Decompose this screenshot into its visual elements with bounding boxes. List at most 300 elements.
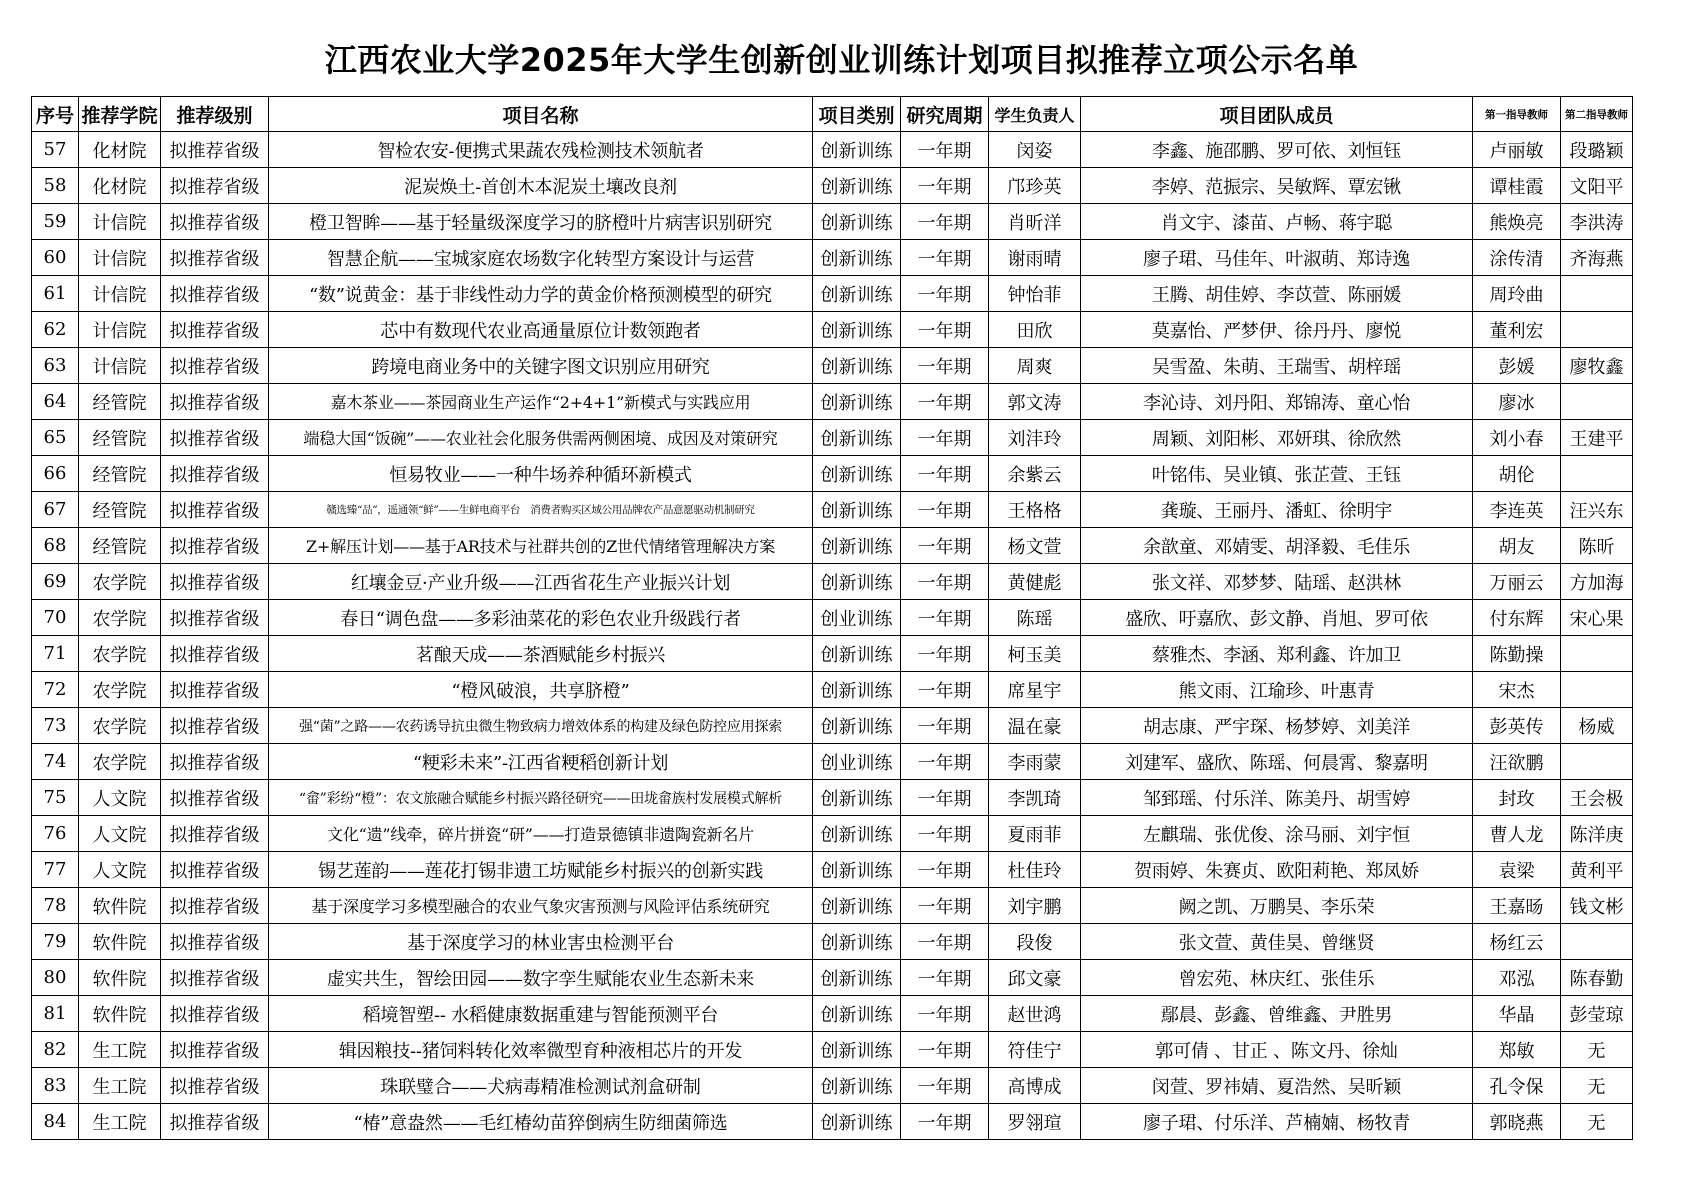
cell-team: 蔡雅杰、李涵、郑利鑫、许加卫 bbox=[1081, 636, 1473, 672]
cell-category: 创新训练 bbox=[813, 456, 901, 492]
cell-period: 一年期 bbox=[901, 312, 989, 348]
cell-level: 拟推荐省级 bbox=[161, 420, 269, 456]
cell-advisor-1: 涂传清 bbox=[1473, 240, 1561, 276]
cell-college: 经管院 bbox=[79, 456, 161, 492]
cell-advisor-2 bbox=[1561, 672, 1633, 708]
cell-seq: 83 bbox=[32, 1068, 79, 1104]
cell-leader: 陈瑶 bbox=[989, 600, 1081, 636]
cell-project-name: 辑因粮技--猪饲料转化效率微型育种液相芯片的开发 bbox=[269, 1032, 813, 1068]
cell-team: 李婷、范振宗、吴敏辉、覃宏锹 bbox=[1081, 168, 1473, 204]
cell-project-name: 跨境电商业务中的关键字图文识别应用研究 bbox=[269, 348, 813, 384]
cell-project-name: 珠联璧合——犬病毒精准检测试剂盒研制 bbox=[269, 1068, 813, 1104]
cell-advisor-1: 袁梁 bbox=[1473, 852, 1561, 888]
cell-advisor-1: 郑敏 bbox=[1473, 1032, 1561, 1068]
cell-advisor-2 bbox=[1561, 456, 1633, 492]
cell-level: 拟推荐省级 bbox=[161, 564, 269, 600]
table-row bbox=[32, 276, 1633, 312]
cell-advisor-2: 王会极 bbox=[1561, 780, 1633, 816]
cell-category: 创新训练 bbox=[813, 852, 901, 888]
cell-seq: 72 bbox=[32, 672, 79, 708]
cell-category: 创新训练 bbox=[813, 528, 901, 564]
cell-period: 一年期 bbox=[901, 924, 989, 960]
cell-leader: 席星宇 bbox=[989, 672, 1081, 708]
cell-advisor-1: 邓泓 bbox=[1473, 960, 1561, 996]
cell-period: 一年期 bbox=[901, 492, 989, 528]
cell-level: 拟推荐省级 bbox=[161, 1104, 269, 1140]
cell-leader: 肖昕洋 bbox=[989, 204, 1081, 240]
cell-advisor-1: 宋杰 bbox=[1473, 672, 1561, 708]
cell-leader: 刘沣玲 bbox=[989, 420, 1081, 456]
cell-seq: 62 bbox=[32, 312, 79, 348]
table-row bbox=[32, 924, 1633, 960]
table-row bbox=[32, 1104, 1633, 1140]
cell-period: 一年期 bbox=[901, 528, 989, 564]
cell-seq: 63 bbox=[32, 348, 79, 384]
cell-advisor-1: 付东辉 bbox=[1473, 600, 1561, 636]
cell-category: 创业训练 bbox=[813, 744, 901, 780]
cell-advisor-2 bbox=[1561, 276, 1633, 312]
cell-level: 拟推荐省级 bbox=[161, 600, 269, 636]
cell-advisor-1: 郭晓燕 bbox=[1473, 1104, 1561, 1140]
cell-advisor-1: 胡伦 bbox=[1473, 456, 1561, 492]
cell-period: 一年期 bbox=[901, 1068, 989, 1104]
cell-leader: 赵世鸿 bbox=[989, 996, 1081, 1032]
cell-level: 拟推荐省级 bbox=[161, 996, 269, 1032]
cell-advisor-2 bbox=[1561, 312, 1633, 348]
cell-leader: 高博成 bbox=[989, 1068, 1081, 1104]
cell-seq: 69 bbox=[32, 564, 79, 600]
cell-category: 创新训练 bbox=[813, 384, 901, 420]
cell-period: 一年期 bbox=[901, 636, 989, 672]
cell-leader: 温在豪 bbox=[989, 708, 1081, 744]
cell-college: 计信院 bbox=[79, 276, 161, 312]
cell-category: 创新训练 bbox=[813, 132, 901, 168]
cell-seq: 81 bbox=[32, 996, 79, 1032]
cell-advisor-2: 李洪涛 bbox=[1561, 204, 1633, 240]
cell-leader: 邝珍英 bbox=[989, 168, 1081, 204]
cell-college: 计信院 bbox=[79, 348, 161, 384]
header-level: 推荐级别 bbox=[161, 97, 269, 132]
cell-category: 创新训练 bbox=[813, 240, 901, 276]
cell-team: 邹郅瑶、付乐洋、陈美丹、胡雪婷 bbox=[1081, 780, 1473, 816]
header-leader: 学生负责人 bbox=[989, 97, 1081, 132]
cell-project-name: 芯中有数现代农业高通量原位计数领跑者 bbox=[269, 312, 813, 348]
cell-level: 拟推荐省级 bbox=[161, 132, 269, 168]
cell-level: 拟推荐省级 bbox=[161, 636, 269, 672]
cell-period: 一年期 bbox=[901, 960, 989, 996]
cell-seq: 70 bbox=[32, 600, 79, 636]
cell-period: 一年期 bbox=[901, 348, 989, 384]
cell-college: 生工院 bbox=[79, 1068, 161, 1104]
cell-advisor-1: 周玲曲 bbox=[1473, 276, 1561, 312]
cell-advisor-2 bbox=[1561, 924, 1633, 960]
cell-level: 拟推荐省级 bbox=[161, 492, 269, 528]
cell-seq: 82 bbox=[32, 1032, 79, 1068]
cell-leader: 刘宇鹏 bbox=[989, 888, 1081, 924]
table-row bbox=[32, 528, 1633, 564]
table-row bbox=[32, 744, 1633, 780]
cell-advisor-2: 无 bbox=[1561, 1068, 1633, 1104]
cell-period: 一年期 bbox=[901, 816, 989, 852]
table-row bbox=[32, 564, 1633, 600]
cell-seq: 67 bbox=[32, 492, 79, 528]
cell-advisor-1: 熊焕亮 bbox=[1473, 204, 1561, 240]
cell-leader: 杜佳玲 bbox=[989, 852, 1081, 888]
cell-advisor-1: 杨红云 bbox=[1473, 924, 1561, 960]
cell-project-name: “数”说黄金：基于非线性动力学的黄金价格预测模型的研究 bbox=[269, 276, 813, 312]
cell-team: 张文祥、邓梦梦、陆瑶、赵洪林 bbox=[1081, 564, 1473, 600]
cell-project-name: 茗酿天成——茶酒赋能乡村振兴 bbox=[269, 636, 813, 672]
cell-period: 一年期 bbox=[901, 384, 989, 420]
cell-period: 一年期 bbox=[901, 780, 989, 816]
cell-project-name: “橙风破浪，共享脐橙” bbox=[269, 672, 813, 708]
header-advisor-1: 第一指导教师 bbox=[1473, 97, 1561, 132]
cell-team: 贺雨婷、朱赛贞、欧阳莉艳、郑凤娇 bbox=[1081, 852, 1473, 888]
cell-period: 一年期 bbox=[901, 1032, 989, 1068]
cell-advisor-2: 陈春勤 bbox=[1561, 960, 1633, 996]
header-project-name: 项目名称 bbox=[269, 97, 813, 132]
cell-project-name: 橙卫智眸——基于轻量级深度学习的脐橙叶片病害识别研究 bbox=[269, 204, 813, 240]
cell-team: 莫嘉怡、严梦伊、徐丹丹、廖悦 bbox=[1081, 312, 1473, 348]
table-row bbox=[32, 492, 1633, 528]
cell-level: 拟推荐省级 bbox=[161, 744, 269, 780]
header-college: 推荐学院 bbox=[79, 97, 161, 132]
cell-college: 农学院 bbox=[79, 636, 161, 672]
cell-category: 创新训练 bbox=[813, 204, 901, 240]
cell-college: 农学院 bbox=[79, 744, 161, 780]
table-row bbox=[32, 1032, 1633, 1068]
cell-college: 化材院 bbox=[79, 132, 161, 168]
page-title: 江西农业大学2025年大学生创新创业训练计划项目拟推荐立项公示名单 bbox=[324, 41, 1359, 79]
cell-period: 一年期 bbox=[901, 744, 989, 780]
table-row bbox=[32, 600, 1633, 636]
cell-period: 一年期 bbox=[901, 168, 989, 204]
cell-team: 胡志康、严宇琛、杨梦婷、刘美洋 bbox=[1081, 708, 1473, 744]
cell-level: 拟推荐省级 bbox=[161, 1068, 269, 1104]
cell-college: 经管院 bbox=[79, 384, 161, 420]
cell-advisor-1: 华晶 bbox=[1473, 996, 1561, 1032]
cell-level: 拟推荐省级 bbox=[161, 960, 269, 996]
cell-advisor-1: 曹人龙 bbox=[1473, 816, 1561, 852]
cell-team: 龚璇、王丽丹、潘虹、徐明宇 bbox=[1081, 492, 1473, 528]
cell-level: 拟推荐省级 bbox=[161, 204, 269, 240]
cell-advisor-1: 董利宏 bbox=[1473, 312, 1561, 348]
cell-level: 拟推荐省级 bbox=[161, 1032, 269, 1068]
cell-level: 拟推荐省级 bbox=[161, 816, 269, 852]
cell-advisor-1: 汪欲鹏 bbox=[1473, 744, 1561, 780]
cell-seq: 59 bbox=[32, 204, 79, 240]
cell-project-name: 文化“遗”线牵，碎片拼瓷“研”——打造景德镇非遗陶瓷新名片 bbox=[269, 816, 813, 852]
cell-advisor-2: 宋心果 bbox=[1561, 600, 1633, 636]
cell-category: 创新训练 bbox=[813, 672, 901, 708]
cell-advisor-1: 廖冰 bbox=[1473, 384, 1561, 420]
table-row bbox=[32, 456, 1633, 492]
cell-period: 一年期 bbox=[901, 672, 989, 708]
cell-period: 一年期 bbox=[901, 708, 989, 744]
cell-leader: 罗翎瑄 bbox=[989, 1104, 1081, 1140]
cell-team: 吴雪盈、朱萌、王瑞雪、胡梓瑶 bbox=[1081, 348, 1473, 384]
cell-advisor-2: 陈昕 bbox=[1561, 528, 1633, 564]
cell-team: 盛欣、吁嘉欣、彭文静、肖旭、罗可依 bbox=[1081, 600, 1473, 636]
cell-seq: 73 bbox=[32, 708, 79, 744]
cell-project-name: 智慧企航——宝城家庭农场数字化转型方案设计与运营 bbox=[269, 240, 813, 276]
header-team: 项目团队成员 bbox=[1081, 97, 1473, 132]
cell-team: 周颖、刘阳彬、邓妍琪、徐欣然 bbox=[1081, 420, 1473, 456]
cell-category: 创新训练 bbox=[813, 924, 901, 960]
cell-college: 计信院 bbox=[79, 240, 161, 276]
cell-project-name: 虚实共生，智绘田园——数字孪生赋能农业生态新未来 bbox=[269, 960, 813, 996]
cell-leader: 夏雨菲 bbox=[989, 816, 1081, 852]
cell-team: 叶铭伟、吴业镇、张芷萱、王钰 bbox=[1081, 456, 1473, 492]
table-row bbox=[32, 636, 1633, 672]
cell-advisor-1: 彭媛 bbox=[1473, 348, 1561, 384]
cell-level: 拟推荐省级 bbox=[161, 888, 269, 924]
table-row bbox=[32, 384, 1633, 420]
cell-level: 拟推荐省级 bbox=[161, 312, 269, 348]
cell-college: 人文院 bbox=[79, 852, 161, 888]
project-table bbox=[31, 96, 1633, 1140]
cell-project-name: Z+解压计划——基于AR技术与社群共创的Z世代情绪管理解决方案 bbox=[269, 528, 813, 564]
cell-period: 一年期 bbox=[901, 240, 989, 276]
cell-advisor-2: 无 bbox=[1561, 1104, 1633, 1140]
cell-period: 一年期 bbox=[901, 564, 989, 600]
header-advisor-2: 第二指导教师 bbox=[1561, 97, 1633, 132]
cell-team: 刘建军、盛欣、陈瑶、何晨霄、黎嘉明 bbox=[1081, 744, 1473, 780]
cell-category: 创新训练 bbox=[813, 780, 901, 816]
cell-seq: 71 bbox=[32, 636, 79, 672]
cell-category: 创新训练 bbox=[813, 816, 901, 852]
cell-leader: 田欣 bbox=[989, 312, 1081, 348]
cell-level: 拟推荐省级 bbox=[161, 780, 269, 816]
cell-advisor-1: 李连英 bbox=[1473, 492, 1561, 528]
table-row bbox=[32, 240, 1633, 276]
cell-advisor-2: 廖牧鑫 bbox=[1561, 348, 1633, 384]
cell-period: 一年期 bbox=[901, 132, 989, 168]
cell-leader: 李雨蒙 bbox=[989, 744, 1081, 780]
cell-college: 计信院 bbox=[79, 312, 161, 348]
cell-team: 左麒瑞、张优俊、涂马丽、刘宇恒 bbox=[1081, 816, 1473, 852]
cell-advisor-1: 卢丽敏 bbox=[1473, 132, 1561, 168]
table-row bbox=[32, 816, 1633, 852]
cell-advisor-2: 无 bbox=[1561, 1032, 1633, 1068]
cell-advisor-1: 孔令保 bbox=[1473, 1068, 1561, 1104]
cell-college: 农学院 bbox=[79, 708, 161, 744]
table-row bbox=[32, 132, 1633, 168]
table-row bbox=[32, 960, 1633, 996]
cell-leader: 邱文豪 bbox=[989, 960, 1081, 996]
cell-category: 创新训练 bbox=[813, 564, 901, 600]
cell-level: 拟推荐省级 bbox=[161, 276, 269, 312]
cell-seq: 58 bbox=[32, 168, 79, 204]
cell-seq: 60 bbox=[32, 240, 79, 276]
cell-leader: 符佳宁 bbox=[989, 1032, 1081, 1068]
cell-project-name: 泥炭焕土-首创木本泥炭土壤改良剂 bbox=[269, 168, 813, 204]
cell-advisor-2 bbox=[1561, 636, 1633, 672]
cell-period: 一年期 bbox=[901, 204, 989, 240]
cell-leader: 黄健彪 bbox=[989, 564, 1081, 600]
cell-seq: 74 bbox=[32, 744, 79, 780]
cell-team: 曾宏苑、林庆红、张佳乐 bbox=[1081, 960, 1473, 996]
cell-college: 农学院 bbox=[79, 564, 161, 600]
cell-seq: 75 bbox=[32, 780, 79, 816]
cell-advisor-2 bbox=[1561, 744, 1633, 780]
header-category: 项目类别 bbox=[813, 97, 901, 132]
cell-project-name: “粳彩未来”-江西省粳稻创新计划 bbox=[269, 744, 813, 780]
cell-category: 创新训练 bbox=[813, 1068, 901, 1104]
cell-category: 创新训练 bbox=[813, 888, 901, 924]
cell-college: 经管院 bbox=[79, 528, 161, 564]
cell-project-name: 强“菌”之路——农药诱导抗虫微生物致病力增效体系的构建及绿色防控应用探索 bbox=[269, 708, 813, 744]
cell-project-name: “畲”彩纷“橙”：农文旅融合赋能乡村振兴路径研究——田垅畲族村发展模式解析 bbox=[269, 780, 813, 816]
table-row bbox=[32, 348, 1633, 384]
cell-period: 一年期 bbox=[901, 888, 989, 924]
cell-advisor-2: 彭莹琼 bbox=[1561, 996, 1633, 1032]
cell-category: 创新训练 bbox=[813, 996, 901, 1032]
cell-project-name: 基于深度学习的林业害虫检测平台 bbox=[269, 924, 813, 960]
cell-category: 创新训练 bbox=[813, 1032, 901, 1068]
cell-college: 软件院 bbox=[79, 996, 161, 1032]
cell-level: 拟推荐省级 bbox=[161, 924, 269, 960]
table-row bbox=[32, 672, 1633, 708]
cell-advisor-2: 段璐颖 bbox=[1561, 132, 1633, 168]
cell-college: 生工院 bbox=[79, 1032, 161, 1068]
cell-team: 熊文雨、江瑜珍、叶惠青 bbox=[1081, 672, 1473, 708]
cell-team: 余歆童、邓婧雯、胡泽毅、毛佳乐 bbox=[1081, 528, 1473, 564]
cell-seq: 79 bbox=[32, 924, 79, 960]
cell-team: 王腾、胡佳婷、李苡萱、陈丽媛 bbox=[1081, 276, 1473, 312]
cell-advisor-1: 陈勤操 bbox=[1473, 636, 1561, 672]
cell-level: 拟推荐省级 bbox=[161, 528, 269, 564]
cell-leader: 周爽 bbox=[989, 348, 1081, 384]
cell-level: 拟推荐省级 bbox=[161, 672, 269, 708]
cell-college: 计信院 bbox=[79, 204, 161, 240]
cell-category: 创新训练 bbox=[813, 276, 901, 312]
table-row bbox=[32, 708, 1633, 744]
cell-seq: 57 bbox=[32, 132, 79, 168]
cell-advisor-2: 王建平 bbox=[1561, 420, 1633, 456]
cell-period: 一年期 bbox=[901, 420, 989, 456]
cell-seq: 64 bbox=[32, 384, 79, 420]
cell-seq: 66 bbox=[32, 456, 79, 492]
table-row bbox=[32, 420, 1633, 456]
cell-college: 软件院 bbox=[79, 888, 161, 924]
cell-team: 郭可倩 、甘正 、陈文丹、徐灿 bbox=[1081, 1032, 1473, 1068]
cell-team: 张文萱、黄佳昊、曾继贤 bbox=[1081, 924, 1473, 960]
cell-advisor-1: 万丽云 bbox=[1473, 564, 1561, 600]
cell-project-name: 春日“调色盘——多彩油菜花的彩色农业升级践行者 bbox=[269, 600, 813, 636]
cell-category: 创新训练 bbox=[813, 636, 901, 672]
cell-advisor-1: 胡友 bbox=[1473, 528, 1561, 564]
cell-advisor-2: 文阳平 bbox=[1561, 168, 1633, 204]
cell-level: 拟推荐省级 bbox=[161, 168, 269, 204]
cell-leader: 闵姿 bbox=[989, 132, 1081, 168]
cell-advisor-1: 封玫 bbox=[1473, 780, 1561, 816]
cell-level: 拟推荐省级 bbox=[161, 384, 269, 420]
cell-leader: 柯玉美 bbox=[989, 636, 1081, 672]
cell-project-name: 锡艺莲韵——莲花打锡非遗工坊赋能乡村振兴的创新实践 bbox=[269, 852, 813, 888]
cell-team: 闵萱、罗祎婧、夏浩然、吴昕颖 bbox=[1081, 1068, 1473, 1104]
cell-seq: 61 bbox=[32, 276, 79, 312]
cell-team: 李鑫、施邵鹏、罗可依、刘恒钰 bbox=[1081, 132, 1473, 168]
cell-seq: 77 bbox=[32, 852, 79, 888]
cell-level: 拟推荐省级 bbox=[161, 852, 269, 888]
cell-period: 一年期 bbox=[901, 996, 989, 1032]
cell-college: 化材院 bbox=[79, 168, 161, 204]
cell-project-name: 稻境智塑-- 水稻健康数据重建与智能预测平台 bbox=[269, 996, 813, 1032]
cell-college: 农学院 bbox=[79, 672, 161, 708]
cell-college: 软件院 bbox=[79, 924, 161, 960]
cell-category: 创新训练 bbox=[813, 960, 901, 996]
cell-advisor-2: 汪兴东 bbox=[1561, 492, 1633, 528]
cell-period: 一年期 bbox=[901, 456, 989, 492]
cell-project-name: 智检农安-便携式果蔬农残检测技术领航者 bbox=[269, 132, 813, 168]
header-period: 研究周期 bbox=[901, 97, 989, 132]
cell-advisor-1: 彭英传 bbox=[1473, 708, 1561, 744]
cell-period: 一年期 bbox=[901, 600, 989, 636]
cell-leader: 钟怡菲 bbox=[989, 276, 1081, 312]
cell-level: 拟推荐省级 bbox=[161, 240, 269, 276]
cell-leader: 杨文萱 bbox=[989, 528, 1081, 564]
cell-project-name: 恒易牧业——一种牛场养种循环新模式 bbox=[269, 456, 813, 492]
cell-category: 创新训练 bbox=[813, 420, 901, 456]
cell-advisor-2: 钱文彬 bbox=[1561, 888, 1633, 924]
cell-college: 人文院 bbox=[79, 780, 161, 816]
cell-seq: 65 bbox=[32, 420, 79, 456]
cell-seq: 80 bbox=[32, 960, 79, 996]
cell-college: 经管院 bbox=[79, 420, 161, 456]
cell-project-name: 赣选臻“品”，遥通领“鲜”——生鲜电商平台 消费者购买区域公用品牌农产品意愿驱动机制研究 bbox=[269, 492, 813, 528]
cell-advisor-1: 谭桂霞 bbox=[1473, 168, 1561, 204]
cell-advisor-2: 黄利平 bbox=[1561, 852, 1633, 888]
cell-category: 创新训练 bbox=[813, 348, 901, 384]
table-row bbox=[32, 1068, 1633, 1104]
header-row bbox=[32, 97, 1633, 132]
cell-leader: 余紫云 bbox=[989, 456, 1081, 492]
cell-team: 廖子珺、付乐洋、芦楠婻、杨牧青 bbox=[1081, 1104, 1473, 1140]
table-row bbox=[32, 168, 1633, 204]
cell-leader: 郭文涛 bbox=[989, 384, 1081, 420]
cell-project-name: 基于深度学习多模型融合的农业气象灾害预测与风险评估系统研究 bbox=[269, 888, 813, 924]
cell-advisor-2 bbox=[1561, 384, 1633, 420]
cell-seq: 84 bbox=[32, 1104, 79, 1140]
cell-team: 肖文宇、漆苗、卢畅、蒋宇聪 bbox=[1081, 204, 1473, 240]
cell-category: 创新训练 bbox=[813, 708, 901, 744]
cell-seq: 68 bbox=[32, 528, 79, 564]
table-row bbox=[32, 888, 1633, 924]
cell-level: 拟推荐省级 bbox=[161, 708, 269, 744]
cell-college: 经管院 bbox=[79, 492, 161, 528]
cell-college: 人文院 bbox=[79, 816, 161, 852]
cell-project-name: 红壤金豆·产业升级——江西省花生产业振兴计划 bbox=[269, 564, 813, 600]
table-row bbox=[32, 204, 1633, 240]
cell-period: 一年期 bbox=[901, 852, 989, 888]
table-row bbox=[32, 780, 1633, 816]
cell-leader: 王格格 bbox=[989, 492, 1081, 528]
cell-seq: 76 bbox=[32, 816, 79, 852]
header-seq: 序号 bbox=[32, 97, 79, 132]
cell-college: 软件院 bbox=[79, 960, 161, 996]
cell-advisor-2: 杨威 bbox=[1561, 708, 1633, 744]
cell-leader: 谢雨晴 bbox=[989, 240, 1081, 276]
cell-team: 廖子珺、马佳年、叶淑萌、郑诗逸 bbox=[1081, 240, 1473, 276]
cell-advisor-2: 齐海燕 bbox=[1561, 240, 1633, 276]
table-row bbox=[32, 852, 1633, 888]
cell-category: 创新训练 bbox=[813, 1104, 901, 1140]
cell-category: 创新训练 bbox=[813, 492, 901, 528]
cell-college: 农学院 bbox=[79, 600, 161, 636]
cell-period: 一年期 bbox=[901, 1104, 989, 1140]
cell-category: 创新训练 bbox=[813, 312, 901, 348]
